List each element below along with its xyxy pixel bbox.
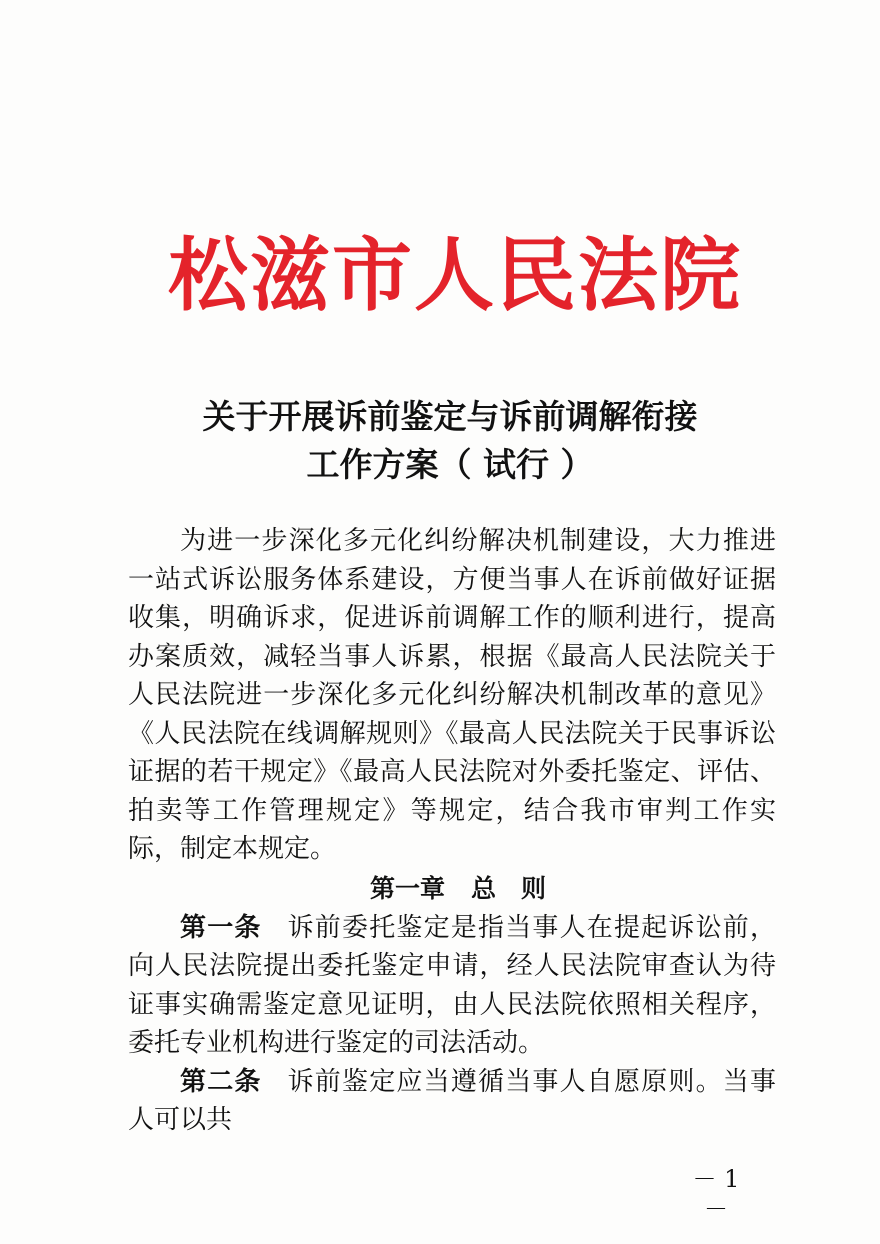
preamble-paragraph: 为进一步深化多元化纠纷解决机制建设，大力推进一站式诉讼服务体系建设，方便当事人在诉前做好证据收集，明确诉求，促进诉前调解工作的顺利进行，提高办案质效，减轻当事人诉累，根据《最高人民法院关于人民法院进一步深化多元化纠纷解决机制改革的意见》《人民法院在线调解规则》《最高人民法院关于民事诉讼证据的若干规定》《最高人民法院对外委托鉴定、评估、拍卖等工作管理规定》等规定，结合我市审判工作实际，制定本规定。	[128, 526, 776, 864]
chapter-heading	[128, 869, 776, 909]
chapter-name: 总 则	[471, 873, 547, 903]
article-1-number: 第一条	[180, 912, 262, 943]
document-title-line-2: 工作方案（ 试行 ）	[306, 445, 594, 484]
court-masthead-title: 松滋市人民法院	[168, 229, 742, 322]
article-2	[128, 1063, 776, 1140]
document-title-line-1: 关于开展诉前鉴定与诉前调解衔接	[202, 397, 698, 436]
document-body	[128, 522, 776, 1140]
document-title	[170, 393, 730, 489]
chapter-number: 第一章	[369, 873, 445, 903]
article-2-text: 诉前鉴定应当遵循当事人自愿原则。当事人可以共	[128, 1066, 776, 1135]
article-1	[128, 909, 776, 1063]
article-1-text: 诉前委托鉴定是指当事人在提起诉讼前，向人民法院提出委托鉴定申请，经人民法院审查认为待证事实确需鉴定意见证明，由人民法院依照相关程序，委托专业机构进行鉴定的司法活动。	[128, 912, 776, 1058]
page-number: － 1 －	[692, 1165, 740, 1223]
article-2-number: 第二条	[180, 1066, 262, 1097]
